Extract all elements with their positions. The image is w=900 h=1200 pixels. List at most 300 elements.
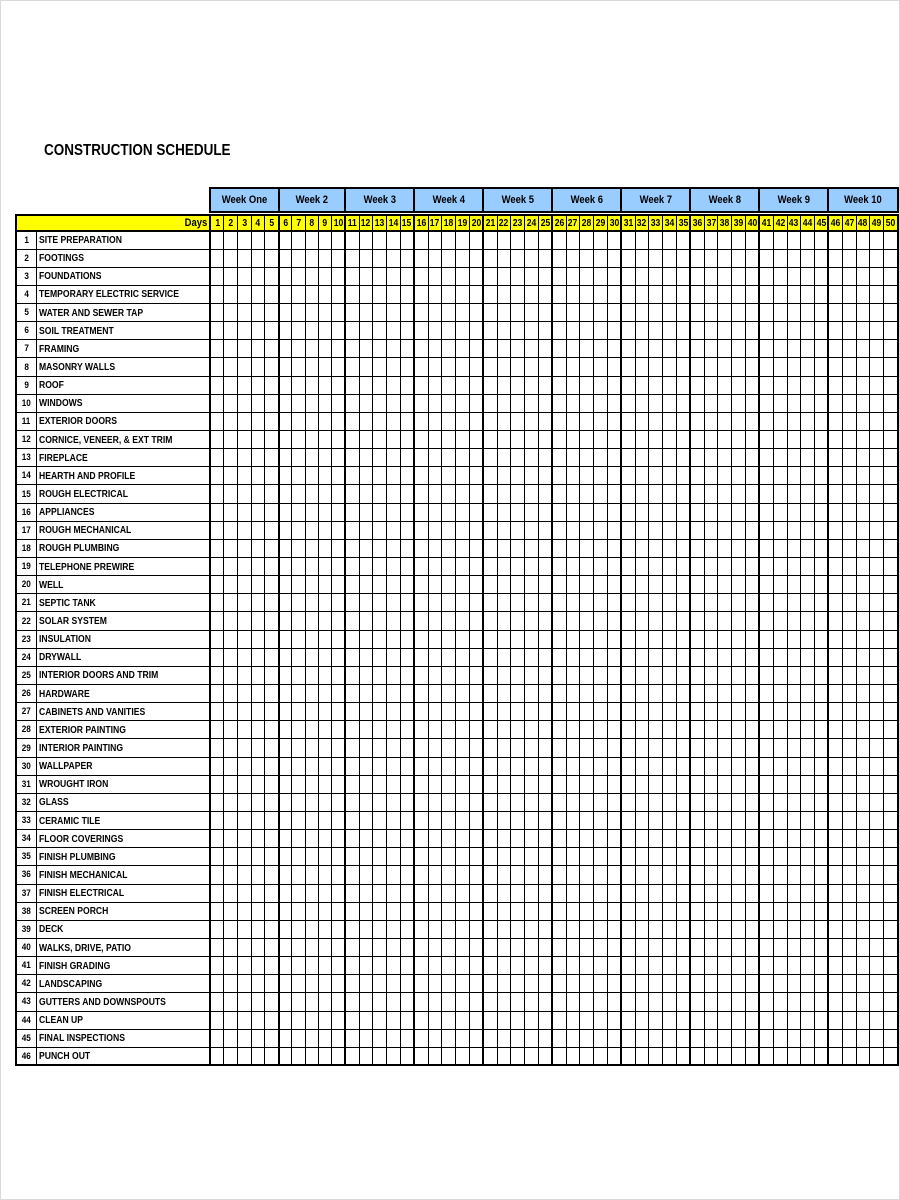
day-grid-cell bbox=[373, 304, 387, 322]
day-grid-cell bbox=[331, 739, 345, 757]
day-grid-cell bbox=[224, 485, 238, 503]
day-number-cell-text: 12 bbox=[361, 217, 371, 229]
day-grid-cell bbox=[732, 866, 746, 884]
day-grid-cell bbox=[345, 775, 359, 793]
day-grid-cell bbox=[279, 902, 292, 920]
day-grid-cell bbox=[870, 594, 884, 612]
day-grid-cell bbox=[677, 938, 691, 956]
day-grid-cell bbox=[607, 1011, 621, 1029]
day-grid-cell bbox=[759, 394, 773, 412]
day-grid-cell bbox=[525, 412, 539, 430]
day-grid-cell bbox=[538, 340, 552, 358]
day-grid-cell bbox=[635, 394, 649, 412]
day-grid-cell bbox=[759, 666, 773, 684]
day-grid-cell bbox=[732, 431, 746, 449]
day-grid-cell bbox=[265, 304, 279, 322]
day-grid-cell bbox=[456, 249, 470, 267]
day-grid-cell bbox=[884, 884, 898, 902]
day-grid-cell bbox=[538, 920, 552, 938]
day-grid-cell bbox=[649, 449, 663, 467]
day-grid-cell bbox=[224, 267, 238, 285]
day-grid-cell bbox=[442, 249, 456, 267]
day-grid-cell bbox=[801, 993, 815, 1011]
day-grid-cell bbox=[690, 1047, 704, 1065]
day-grid-cell bbox=[773, 358, 787, 376]
day-grid-cell bbox=[663, 521, 677, 539]
day-grid-cell bbox=[815, 576, 829, 594]
day-grid-cell bbox=[566, 938, 580, 956]
task-row bbox=[16, 322, 898, 340]
task-name-cell-text: EXTERIOR PAINTING bbox=[38, 723, 126, 736]
day-grid-cell bbox=[387, 703, 401, 721]
day-grid-cell bbox=[580, 267, 594, 285]
day-grid-cell bbox=[552, 449, 566, 467]
day-grid-cell bbox=[414, 938, 428, 956]
day-grid-cell bbox=[690, 666, 704, 684]
day-grid-cell bbox=[305, 775, 318, 793]
day-grid-cell bbox=[884, 467, 898, 485]
day-grid-cell bbox=[345, 267, 359, 285]
day-grid-cell bbox=[718, 757, 732, 775]
day-grid-cell bbox=[801, 721, 815, 739]
day-grid-cell bbox=[251, 866, 265, 884]
day-grid-cell bbox=[704, 757, 718, 775]
day-grid-cell bbox=[511, 412, 525, 430]
day-grid-cell bbox=[483, 812, 497, 830]
day-grid-cell bbox=[870, 576, 884, 594]
day-grid-cell bbox=[497, 630, 511, 648]
week-header-cell-text: Week 6 bbox=[570, 194, 604, 206]
day-grid-cell bbox=[815, 340, 829, 358]
day-grid-cell bbox=[746, 703, 760, 721]
day-grid-cell bbox=[856, 539, 870, 557]
day-grid-cell bbox=[331, 467, 345, 485]
day-grid-cell bbox=[607, 703, 621, 721]
day-grid-cell bbox=[842, 467, 856, 485]
task-name-cell-text: CABINETS AND VANITIES bbox=[38, 705, 145, 718]
day-grid-cell bbox=[649, 467, 663, 485]
day-grid-cell bbox=[251, 358, 265, 376]
day-grid-cell bbox=[456, 793, 470, 811]
day-grid-cell bbox=[400, 594, 414, 612]
day-grid-cell bbox=[251, 884, 265, 902]
day-grid-cell bbox=[649, 431, 663, 449]
task-number-cell bbox=[16, 938, 36, 956]
task-row bbox=[16, 376, 898, 394]
day-grid-cell bbox=[594, 594, 608, 612]
day-grid-cell bbox=[305, 558, 318, 576]
day-grid-cell bbox=[525, 576, 539, 594]
day-grid-cell bbox=[387, 376, 401, 394]
day-grid-cell bbox=[400, 558, 414, 576]
day-grid-cell bbox=[580, 358, 594, 376]
day-grid-cell bbox=[828, 648, 842, 666]
day-grid-cell bbox=[815, 920, 829, 938]
day-grid-cell bbox=[238, 1047, 252, 1065]
day-grid-cell bbox=[718, 449, 732, 467]
task-number-cell bbox=[16, 594, 36, 612]
day-grid-cell bbox=[759, 902, 773, 920]
day-grid-cell bbox=[210, 757, 224, 775]
task-number-cell bbox=[16, 902, 36, 920]
task-name-cell bbox=[36, 594, 210, 612]
day-grid-cell bbox=[787, 449, 801, 467]
day-grid-cell bbox=[787, 1047, 801, 1065]
day-grid-cell bbox=[870, 812, 884, 830]
day-grid-cell bbox=[331, 449, 345, 467]
day-grid-cell bbox=[580, 412, 594, 430]
task-number-cell bbox=[16, 285, 36, 303]
day-grid-cell bbox=[483, 630, 497, 648]
day-grid-cell bbox=[414, 793, 428, 811]
day-grid-cell bbox=[663, 612, 677, 630]
day-grid-cell bbox=[607, 594, 621, 612]
day-grid-cell bbox=[870, 703, 884, 721]
day-grid-cell bbox=[292, 231, 305, 249]
day-grid-cell bbox=[732, 938, 746, 956]
day-grid-cell bbox=[414, 812, 428, 830]
day-grid-cell bbox=[704, 612, 718, 630]
day-grid-cell bbox=[251, 848, 265, 866]
task-name-cell bbox=[36, 938, 210, 956]
day-grid-cell bbox=[649, 612, 663, 630]
day-grid-cell bbox=[870, 267, 884, 285]
day-grid-cell bbox=[525, 431, 539, 449]
day-grid-cell bbox=[635, 666, 649, 684]
day-grid-cell bbox=[594, 467, 608, 485]
task-name-cell-text: MASONRY WALLS bbox=[38, 361, 115, 374]
day-grid-cell bbox=[400, 920, 414, 938]
day-grid-cell bbox=[265, 285, 279, 303]
day-grid-cell bbox=[815, 322, 829, 340]
day-grid-cell bbox=[387, 721, 401, 739]
day-number-cell bbox=[511, 215, 525, 231]
day-grid-cell bbox=[787, 612, 801, 630]
day-grid-cell bbox=[663, 358, 677, 376]
day-grid-cell bbox=[359, 920, 373, 938]
day-grid-cell bbox=[690, 340, 704, 358]
task-number-cell-text: 35 bbox=[21, 851, 31, 863]
day-number-cell-text: 40 bbox=[747, 217, 757, 229]
day-grid-cell bbox=[787, 884, 801, 902]
day-number-cell bbox=[525, 215, 539, 231]
day-grid-cell bbox=[251, 576, 265, 594]
day-grid-cell bbox=[525, 775, 539, 793]
day-grid-cell bbox=[305, 703, 318, 721]
day-grid-cell bbox=[856, 376, 870, 394]
day-grid-cell bbox=[456, 902, 470, 920]
day-grid-cell bbox=[870, 431, 884, 449]
day-grid-cell bbox=[856, 920, 870, 938]
day-number-cell bbox=[265, 215, 279, 231]
day-grid-cell bbox=[456, 666, 470, 684]
day-grid-cell bbox=[442, 920, 456, 938]
day-grid-cell bbox=[442, 231, 456, 249]
day-grid-cell bbox=[305, 267, 318, 285]
task-number-cell-text: 44 bbox=[21, 1014, 31, 1026]
day-grid-cell bbox=[210, 721, 224, 739]
task-name-cell-text: SEPTIC TANK bbox=[38, 596, 96, 609]
task-row bbox=[16, 721, 898, 739]
day-grid-cell bbox=[635, 285, 649, 303]
day-grid-cell bbox=[210, 358, 224, 376]
day-grid-cell bbox=[787, 231, 801, 249]
day-grid-cell bbox=[428, 866, 442, 884]
day-grid-cell bbox=[856, 666, 870, 684]
day-grid-cell bbox=[842, 358, 856, 376]
day-grid-cell bbox=[224, 993, 238, 1011]
day-grid-cell bbox=[690, 249, 704, 267]
day-grid-cell bbox=[870, 521, 884, 539]
day-grid-cell bbox=[292, 793, 305, 811]
day-grid-cell bbox=[292, 358, 305, 376]
day-grid-cell bbox=[210, 993, 224, 1011]
day-grid-cell bbox=[538, 412, 552, 430]
day-grid-cell bbox=[759, 812, 773, 830]
day-grid-cell bbox=[414, 503, 428, 521]
day-grid-cell bbox=[787, 412, 801, 430]
day-number-cell-text: 4 bbox=[255, 217, 261, 229]
task-number-cell-text: 5 bbox=[23, 307, 29, 319]
day-grid-cell bbox=[387, 1029, 401, 1047]
day-grid-cell bbox=[594, 376, 608, 394]
day-grid-cell bbox=[456, 648, 470, 666]
day-grid-cell bbox=[345, 558, 359, 576]
day-grid-cell bbox=[856, 757, 870, 775]
day-number-cell-text: 9 bbox=[322, 217, 328, 229]
task-row bbox=[16, 340, 898, 358]
day-grid-cell bbox=[511, 993, 525, 1011]
day-grid-cell bbox=[870, 394, 884, 412]
day-grid-cell bbox=[621, 830, 635, 848]
day-grid-cell bbox=[580, 938, 594, 956]
day-grid-cell bbox=[828, 975, 842, 993]
day-grid-cell bbox=[746, 322, 760, 340]
task-name-cell bbox=[36, 612, 210, 630]
day-grid-cell bbox=[718, 612, 732, 630]
day-grid-cell bbox=[469, 358, 483, 376]
day-grid-cell bbox=[373, 503, 387, 521]
day-grid-cell bbox=[773, 721, 787, 739]
task-row bbox=[16, 920, 898, 938]
day-grid-cell bbox=[318, 249, 331, 267]
day-grid-cell bbox=[538, 793, 552, 811]
day-grid-cell bbox=[265, 322, 279, 340]
day-grid-cell bbox=[511, 902, 525, 920]
task-name-cell-text: FIREPLACE bbox=[38, 451, 88, 464]
day-grid-cell bbox=[428, 394, 442, 412]
day-grid-cell bbox=[607, 340, 621, 358]
task-number-cell bbox=[16, 957, 36, 975]
day-grid-cell bbox=[414, 830, 428, 848]
day-grid-cell bbox=[442, 866, 456, 884]
day-grid-cell bbox=[387, 957, 401, 975]
day-grid-cell bbox=[580, 231, 594, 249]
day-grid-cell bbox=[373, 394, 387, 412]
day-grid-cell bbox=[428, 340, 442, 358]
day-grid-cell bbox=[525, 267, 539, 285]
day-grid-cell bbox=[884, 340, 898, 358]
day-grid-cell bbox=[497, 412, 511, 430]
day-grid-cell bbox=[718, 775, 732, 793]
day-grid-cell bbox=[224, 467, 238, 485]
day-grid-cell bbox=[469, 884, 483, 902]
day-grid-cell bbox=[359, 703, 373, 721]
day-grid-cell bbox=[345, 376, 359, 394]
day-grid-cell bbox=[373, 666, 387, 684]
day-number-cell bbox=[594, 215, 608, 231]
day-grid-cell bbox=[732, 884, 746, 902]
day-grid-cell bbox=[663, 757, 677, 775]
day-grid-cell bbox=[828, 285, 842, 303]
day-grid-cell bbox=[566, 285, 580, 303]
day-grid-cell bbox=[566, 993, 580, 1011]
day-grid-cell bbox=[732, 340, 746, 358]
day-grid-cell bbox=[511, 485, 525, 503]
day-grid-cell bbox=[842, 231, 856, 249]
task-name-cell-text: INSULATION bbox=[38, 633, 91, 646]
day-grid-cell bbox=[497, 394, 511, 412]
day-grid-cell bbox=[566, 558, 580, 576]
day-grid-cell bbox=[400, 521, 414, 539]
day-grid-cell bbox=[456, 521, 470, 539]
day-grid-cell bbox=[331, 812, 345, 830]
week-header-cell bbox=[621, 188, 690, 212]
task-row bbox=[16, 848, 898, 866]
day-grid-cell bbox=[238, 938, 252, 956]
day-grid-cell bbox=[224, 449, 238, 467]
day-grid-cell bbox=[580, 630, 594, 648]
day-grid-cell bbox=[759, 975, 773, 993]
task-name-cell bbox=[36, 884, 210, 902]
day-grid-cell bbox=[359, 467, 373, 485]
day-grid-cell bbox=[318, 304, 331, 322]
day-grid-cell bbox=[373, 938, 387, 956]
day-grid-cell bbox=[456, 285, 470, 303]
task-row bbox=[16, 485, 898, 503]
day-number-cell bbox=[469, 215, 483, 231]
day-grid-cell bbox=[621, 938, 635, 956]
day-grid-cell bbox=[251, 594, 265, 612]
day-grid-cell bbox=[842, 920, 856, 938]
day-grid-cell bbox=[414, 775, 428, 793]
task-number-cell-text: 41 bbox=[21, 960, 31, 972]
construction-schedule-table bbox=[15, 187, 899, 1066]
day-grid-cell bbox=[525, 703, 539, 721]
day-grid-cell bbox=[677, 431, 691, 449]
day-grid-cell bbox=[373, 775, 387, 793]
day-grid-cell bbox=[469, 630, 483, 648]
day-grid-cell bbox=[331, 394, 345, 412]
day-grid-cell bbox=[469, 612, 483, 630]
day-grid-cell bbox=[607, 993, 621, 1011]
day-grid-cell bbox=[649, 358, 663, 376]
day-grid-cell bbox=[828, 630, 842, 648]
day-grid-cell bbox=[359, 957, 373, 975]
task-row bbox=[16, 576, 898, 594]
day-grid-cell bbox=[318, 830, 331, 848]
day-grid-cell bbox=[238, 612, 252, 630]
day-grid-cell bbox=[649, 558, 663, 576]
day-grid-cell bbox=[456, 721, 470, 739]
day-grid-cell bbox=[511, 322, 525, 340]
day-number-cell-text: 23 bbox=[512, 217, 523, 229]
day-grid-cell bbox=[815, 594, 829, 612]
day-grid-cell bbox=[400, 666, 414, 684]
day-grid-cell bbox=[828, 1011, 842, 1029]
day-grid-cell bbox=[773, 503, 787, 521]
day-grid-cell bbox=[607, 957, 621, 975]
day-grid-cell bbox=[428, 703, 442, 721]
day-grid-cell bbox=[387, 739, 401, 757]
day-grid-cell bbox=[428, 685, 442, 703]
day-grid-cell bbox=[525, 902, 539, 920]
day-grid-cell bbox=[483, 467, 497, 485]
day-grid-cell bbox=[525, 975, 539, 993]
day-grid-cell bbox=[649, 902, 663, 920]
day-grid-cell bbox=[759, 449, 773, 467]
day-grid-cell bbox=[318, 503, 331, 521]
day-grid-cell bbox=[331, 957, 345, 975]
day-number-cell bbox=[428, 215, 442, 231]
day-grid-cell bbox=[552, 503, 566, 521]
day-grid-cell bbox=[828, 1047, 842, 1065]
day-grid-cell bbox=[884, 685, 898, 703]
day-grid-cell bbox=[305, 739, 318, 757]
day-grid-cell bbox=[663, 884, 677, 902]
day-grid-cell bbox=[690, 630, 704, 648]
day-grid-cell bbox=[414, 539, 428, 557]
day-grid-cell bbox=[621, 539, 635, 557]
day-grid-cell bbox=[759, 558, 773, 576]
day-grid-cell bbox=[251, 793, 265, 811]
day-grid-cell bbox=[483, 884, 497, 902]
day-grid-cell bbox=[842, 793, 856, 811]
day-grid-cell bbox=[621, 449, 635, 467]
day-grid-cell bbox=[663, 340, 677, 358]
day-grid-cell bbox=[511, 304, 525, 322]
day-grid-cell bbox=[704, 938, 718, 956]
day-grid-cell bbox=[414, 884, 428, 902]
day-grid-cell bbox=[677, 521, 691, 539]
day-grid-cell bbox=[238, 558, 252, 576]
day-grid-cell bbox=[718, 721, 732, 739]
day-grid-cell bbox=[552, 249, 566, 267]
day-grid-cell bbox=[400, 830, 414, 848]
day-grid-cell bbox=[305, 666, 318, 684]
day-grid-cell bbox=[856, 775, 870, 793]
day-grid-cell bbox=[856, 1029, 870, 1047]
day-grid-cell bbox=[677, 1047, 691, 1065]
day-grid-cell bbox=[456, 685, 470, 703]
day-grid-cell bbox=[690, 467, 704, 485]
day-grid-cell bbox=[828, 721, 842, 739]
day-grid-cell bbox=[497, 594, 511, 612]
day-grid-cell bbox=[525, 612, 539, 630]
day-grid-cell bbox=[224, 594, 238, 612]
day-grid-cell bbox=[483, 576, 497, 594]
day-grid-cell bbox=[663, 467, 677, 485]
day-grid-cell bbox=[305, 902, 318, 920]
day-grid-cell bbox=[856, 993, 870, 1011]
day-grid-cell bbox=[566, 866, 580, 884]
day-grid-cell bbox=[607, 1047, 621, 1065]
task-number-cell-text: 1 bbox=[23, 234, 29, 246]
day-grid-cell bbox=[414, 612, 428, 630]
day-grid-cell bbox=[677, 249, 691, 267]
day-grid-cell bbox=[497, 884, 511, 902]
day-grid-cell bbox=[373, 412, 387, 430]
